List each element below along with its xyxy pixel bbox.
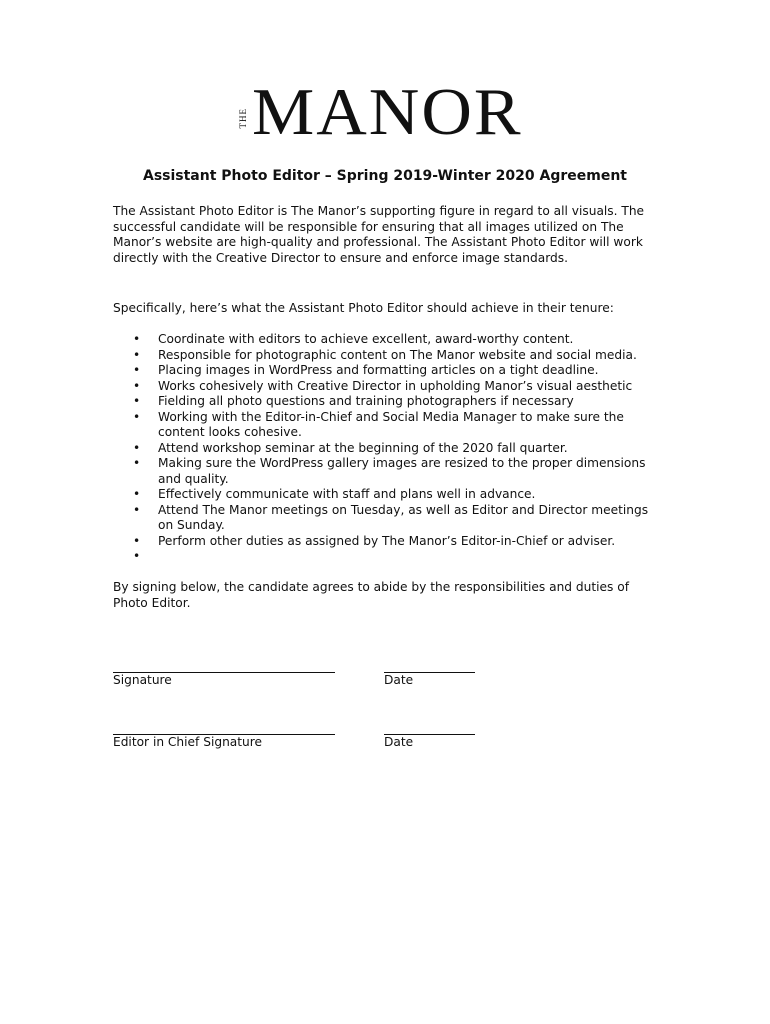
list-item: • Attend workshop seminar at the beginning of the 2020 fall quarter. <box>113 441 658 457</box>
list-item: • Works cohesively with Creative Director in upholding Manor’s visual aesthetic <box>113 379 658 395</box>
logo-wordmark: MANOR <box>252 76 523 150</box>
list-item: • Working with the Editor-in-Chief and Social Media Manager to make sure the content looks cohesive. <box>113 410 658 441</box>
closing-paragraph: By signing below, the candidate agrees to abide by the responsibilities and duties of Photo Editor. <box>113 580 629 610</box>
responsibilities-list <box>113 332 658 565</box>
signature-line[interactable] <box>113 660 335 673</box>
eic-signature-line[interactable] <box>113 722 335 735</box>
list-item: • Effectively communicate with staff and plans well in advance. <box>113 487 658 503</box>
eic-signature-block <box>113 722 335 751</box>
logo-small-text: THE <box>238 108 248 129</box>
list-item: • Fielding all photo questions and training photographers if necessary <box>113 394 658 410</box>
eic-date-line[interactable] <box>384 722 475 735</box>
list-item: • Making sure the WordPress gallery images are resized to the proper dimensions and quality. <box>113 456 658 487</box>
eic-date-label: Date <box>384 735 414 749</box>
lead-paragraph: Specifically, here’s what the Assistant Photo Editor should achieve in their tenure: <box>113 301 614 315</box>
document-title: Assistant Photo Editor – Spring 2019-Winter 2020 Agreement <box>142 168 627 184</box>
list-item <box>113 549 658 565</box>
date-line[interactable] <box>384 660 475 673</box>
the-manor-logo <box>238 76 538 152</box>
date-block <box>384 660 475 689</box>
eic-signature-label: Editor in Chief Signature <box>113 735 263 749</box>
date-label: Date <box>384 673 414 687</box>
list-item: • Perform other duties as assigned by The Manor’s Editor-in-Chief or adviser. <box>113 534 658 550</box>
list-item: • Responsible for photographic content on The Manor website and social media. <box>113 348 658 364</box>
signature-label: Signature <box>113 673 172 687</box>
list-item: • Placing images in WordPress and formatting articles on a tight deadline. <box>113 363 658 379</box>
signature-block <box>113 660 335 689</box>
intro-paragraph: The Assistant Photo Editor is The Manor’s supporting figure in regard to all visuals. The successful candidate will be responsible for ensuring that all images utilized on The Manor’s website are high-quality and professional. The Assistant Photo Editor will work directly with the Creative Director to ensure and enforce image standards. <box>113 204 645 265</box>
list-item: • Attend The Manor meetings on Tuesday, as well as Editor and Director meetings on Sunday. <box>113 503 658 534</box>
eic-date-block <box>384 722 475 751</box>
list-item: • Coordinate with editors to achieve excellent, award-worthy content. <box>113 332 658 348</box>
